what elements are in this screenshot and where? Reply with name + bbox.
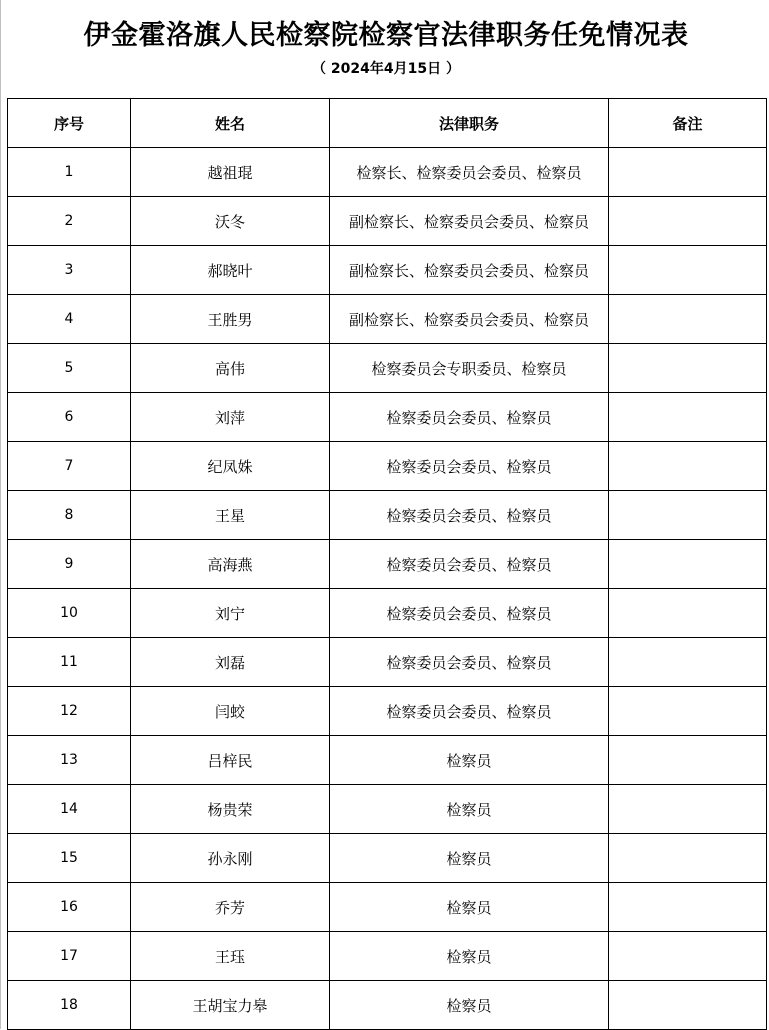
table-row — [8, 540, 767, 589]
cell-seq: 7 — [8, 442, 131, 491]
cell-duty: 副检察长、检察委员会委员、检察员 — [330, 295, 609, 344]
cell-seq: 2 — [8, 197, 131, 246]
cell-note — [609, 883, 767, 932]
cell-duty: 检察员 — [330, 981, 609, 1030]
cell-note — [609, 393, 767, 442]
cell-note — [609, 589, 767, 638]
cell-name: 刘宁 — [131, 589, 330, 638]
cell-seq: 16 — [8, 883, 131, 932]
cell-seq: 11 — [8, 638, 131, 687]
cell-note — [609, 344, 767, 393]
cell-name: 闫蛟 — [131, 687, 330, 736]
cell-name: 沃冬 — [131, 197, 330, 246]
cell-duty: 检察委员会专职委员、检察员 — [330, 344, 609, 393]
table-row — [8, 834, 767, 883]
cell-duty: 检察员 — [330, 932, 609, 981]
column-header-seq: 序号 — [8, 99, 131, 148]
cell-duty: 检察员 — [330, 785, 609, 834]
table-row — [8, 883, 767, 932]
table-row — [8, 344, 767, 393]
cell-seq: 8 — [8, 491, 131, 540]
cell-name: 王胜男 — [131, 295, 330, 344]
cell-duty: 检察员 — [330, 834, 609, 883]
table-row — [8, 785, 767, 834]
cell-duty: 检察委员会委员、检察员 — [330, 540, 609, 589]
table-row — [8, 442, 767, 491]
cell-note — [609, 638, 767, 687]
cell-seq: 17 — [8, 932, 131, 981]
cell-duty: 检察员 — [330, 736, 609, 785]
cell-duty: 检察委员会委员、检察员 — [330, 638, 609, 687]
cell-note — [609, 834, 767, 883]
column-header-name: 姓名 — [131, 99, 330, 148]
table-row — [8, 246, 767, 295]
cell-duty: 检察委员会委员、检察员 — [330, 687, 609, 736]
cell-name: 高海燕 — [131, 540, 330, 589]
cell-name: 王星 — [131, 491, 330, 540]
cell-duty: 检察长、检察委员会委员、检察员 — [330, 148, 609, 197]
cell-name: 杨贵荣 — [131, 785, 330, 834]
cell-seq: 12 — [8, 687, 131, 736]
cell-seq: 14 — [8, 785, 131, 834]
cell-name: 王胡宝力皋 — [131, 981, 330, 1030]
cell-duty: 检察委员会委员、检察员 — [330, 491, 609, 540]
cell-duty: 副检察长、检察委员会委员、检察员 — [330, 197, 609, 246]
table-row — [8, 393, 767, 442]
cell-name: 吕梓民 — [131, 736, 330, 785]
table-row — [8, 638, 767, 687]
cell-duty: 检察委员会委员、检察员 — [330, 393, 609, 442]
table-row — [8, 981, 767, 1030]
cell-name: 越祖琨 — [131, 148, 330, 197]
title-block — [7, 0, 765, 98]
cell-name: 纪凤姝 — [131, 442, 330, 491]
cell-duty: 检察委员会委员、检察员 — [330, 442, 609, 491]
table-row — [8, 932, 767, 981]
cell-seq: 4 — [8, 295, 131, 344]
cell-seq: 1 — [8, 148, 131, 197]
cell-note — [609, 442, 767, 491]
cell-seq: 5 — [8, 344, 131, 393]
table-row — [8, 687, 767, 736]
table-row — [8, 197, 767, 246]
cell-seq: 3 — [8, 246, 131, 295]
cell-duty: 检察员 — [330, 883, 609, 932]
page-title: 伊金霍洛旗人民检察院检察官法律职务任免情况表 — [83, 20, 689, 51]
cell-note — [609, 540, 767, 589]
cell-seq: 18 — [8, 981, 131, 1030]
table-row — [8, 148, 767, 197]
cell-seq: 13 — [8, 736, 131, 785]
column-header-note: 备注 — [609, 99, 767, 148]
cell-name: 孙永刚 — [131, 834, 330, 883]
cell-name: 刘磊 — [131, 638, 330, 687]
cell-name: 乔芳 — [131, 883, 330, 932]
cell-duty: 副检察长、检察委员会委员、检察员 — [330, 246, 609, 295]
date-subtitle: （ 2024年4月15日 ） — [312, 61, 460, 77]
appointment-table — [7, 98, 767, 1030]
cell-note — [609, 736, 767, 785]
cell-duty: 检察委员会委员、检察员 — [330, 589, 609, 638]
cell-name: 刘萍 — [131, 393, 330, 442]
cell-note — [609, 981, 767, 1030]
table-row — [8, 491, 767, 540]
cell-note — [609, 491, 767, 540]
cell-note — [609, 785, 767, 834]
cell-note — [609, 687, 767, 736]
cell-name: 郝晓叶 — [131, 246, 330, 295]
column-header-duty: 法律职务 — [330, 99, 609, 148]
table-row — [8, 736, 767, 785]
cell-note — [609, 148, 767, 197]
cell-note — [609, 197, 767, 246]
cell-seq: 9 — [8, 540, 131, 589]
cell-seq: 15 — [8, 834, 131, 883]
cell-seq: 10 — [8, 589, 131, 638]
cell-note — [609, 246, 767, 295]
cell-name: 王珏 — [131, 932, 330, 981]
table-header-row — [8, 99, 767, 148]
cell-seq: 6 — [8, 393, 131, 442]
table-row — [8, 295, 767, 344]
cell-note — [609, 932, 767, 981]
table-row — [8, 589, 767, 638]
cell-note — [609, 295, 767, 344]
cell-name: 高伟 — [131, 344, 330, 393]
